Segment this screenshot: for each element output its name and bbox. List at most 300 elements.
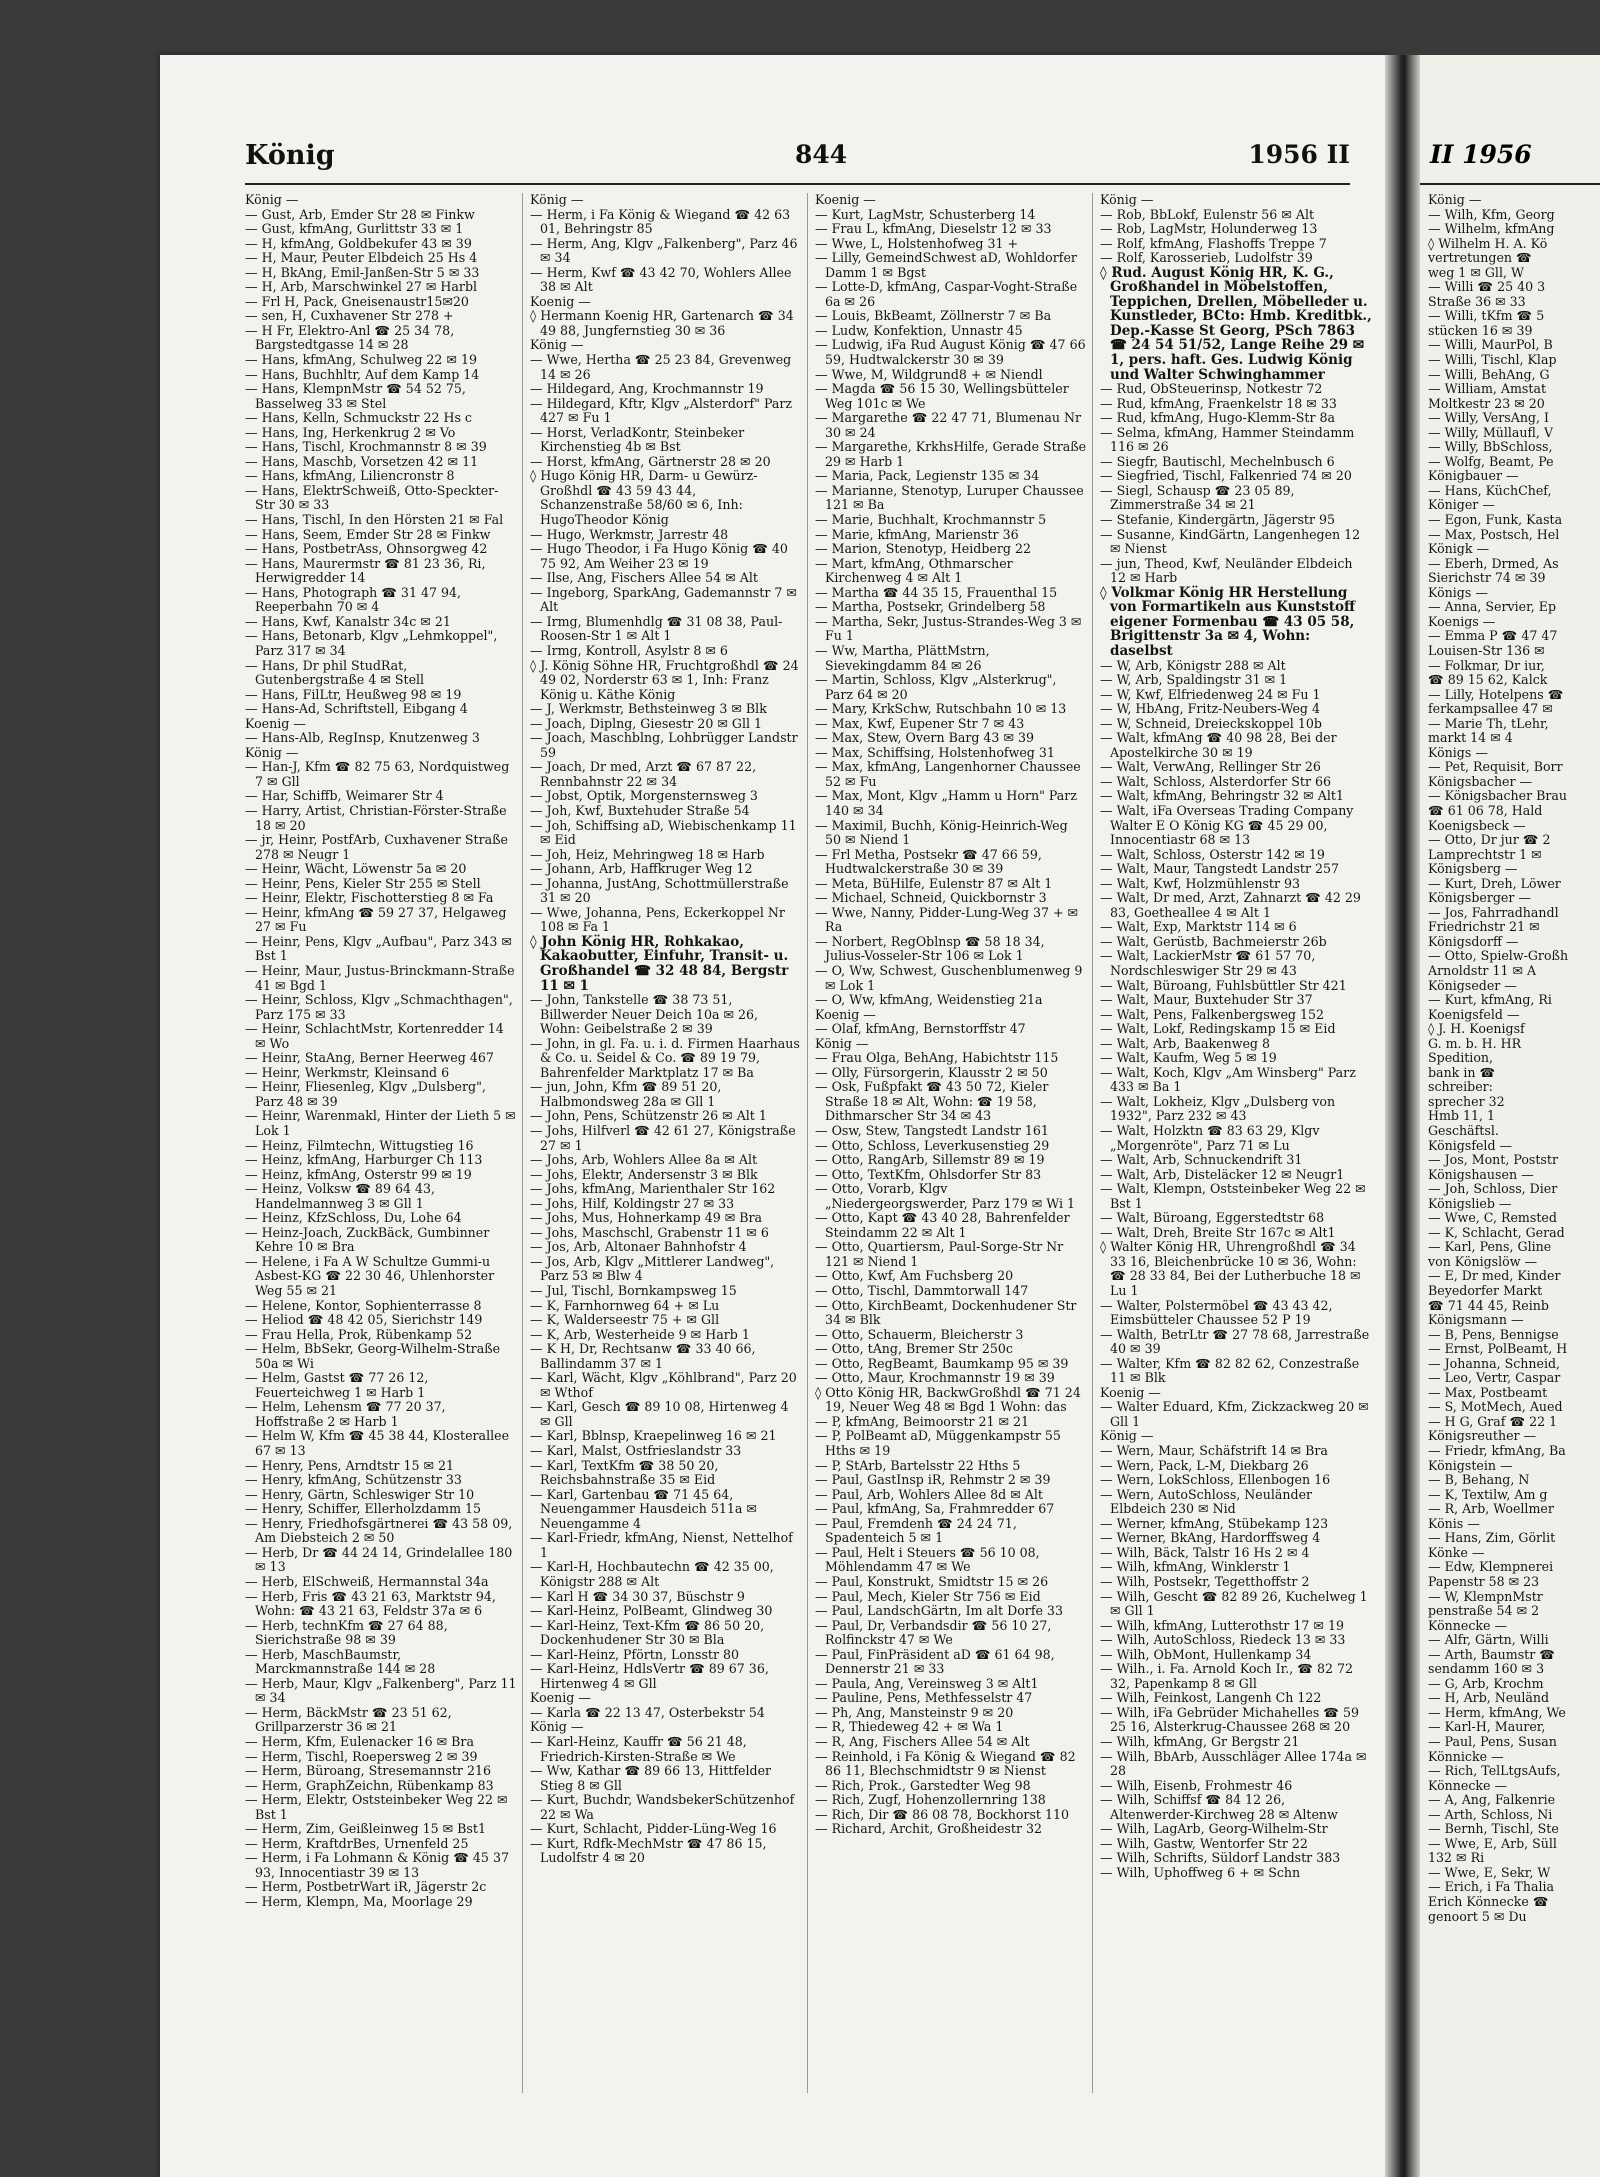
directory-entry: — Ludw, Konfektion, Unnastr 45	[815, 322, 1023, 338]
directory-entry: — Wern, Maur, Schäfstrift 14 ✉ Bra	[1100, 1443, 1328, 1459]
directory-entry: — P, PolBeamt aD, Müggenkampstr 55 Hths ✉ 19	[815, 1428, 1061, 1459]
directory-entry: — Reinhold, i Fa König & Wiegand ☎ 82 86 11, Blechschmidtstr 9 ✉ Nienst	[815, 1748, 1076, 1779]
directory-entry: Koenig —	[815, 1006, 876, 1022]
directory-entry: — Walt, Kaufm, Weg 5 ✉ 19	[1100, 1050, 1277, 1066]
column-divider	[1092, 193, 1093, 2093]
directory-entry: König —	[1100, 193, 1154, 207]
directory-entry: — Frau L, kfmAng, Dieselstr 12 ✉ 33	[815, 221, 1052, 237]
directory-entry: — Jos, Arb, Altonaer Bahnhofstr 4	[530, 1239, 747, 1255]
directory-entry: — Otto, Schloss, Leverkusenstieg 29	[815, 1137, 1050, 1153]
directory-entry: — Henry, Schiffer, Ellerholzdamm 15	[245, 1501, 482, 1517]
directory-entry: — Gust, Arb, Emder Str 28 ✉ Finkw	[245, 206, 475, 222]
directory-entry: — Frau Hella, Prok, Rübenkamp 52	[245, 1326, 473, 1342]
next-page-entry: penstraße 54 ✉ 2	[1428, 1603, 1540, 1619]
next-page-entry: — B, Behang, N	[1428, 1472, 1530, 1488]
directory-entry: — John, Tankstelle ☎ 38 73 51, Billwerder Neuer Deich 10a ✉ 26, Wohn: Geibelstraße 2 ✉ 39	[530, 992, 759, 1037]
next-page-entry: Königshausen —	[1428, 1166, 1534, 1182]
directory-entry: — Walth, BetrLtr ☎ 27 78 68, Jarrestraße 40 ✉ 39	[1100, 1326, 1370, 1357]
directory-entry: — Kurt, Schlacht, Pidder-Lüng-Weg 16	[530, 1821, 777, 1837]
directory-entry: — P, kfmAng, Beimoorstr 21 ✉ 21	[815, 1413, 1030, 1429]
directory-entry: — Walt, Arb, Baakenweg 8	[1100, 1035, 1271, 1051]
directory-entry: — Maximil, Buchh, König-Heinrich-Weg 50 ✉ Niend 1	[815, 817, 1068, 848]
directory-entry: — Walt, Dr med, Arzt, Zahnarzt ☎ 42 29 83, Goetheallee 4 ✉ Alt 1	[1100, 890, 1361, 920]
directory-entry: — Paul, Dr, Verbandsdir ☎ 56 10 27, Rolfinckstr 47 ✉ We	[815, 1617, 1052, 1648]
directory-entry: — Rich, Prok., Garstedter Weg 98	[815, 1777, 1031, 1793]
directory-entry: — R, Thiedeweg 42 + ✉ Wa 1	[815, 1719, 1004, 1735]
directory-entry: — Wwe, Nanny, Pidder-Lung-Weg 37 + ✉ Ra	[815, 904, 1079, 935]
directory-entry: ◊ Otto König HR, BackwGroßhdl ☎ 71 24 19, Neuer Weg 48 ✉ Bgd 1 Wohn: das	[815, 1384, 1081, 1415]
next-page-entry: — B, Pens, Bennigse	[1428, 1326, 1559, 1342]
next-page-entry: — Kurt, Dreh, Löwer	[1428, 875, 1561, 891]
next-page-entry: Arnoldstr 11 ✉ A	[1428, 962, 1537, 978]
directory-entry: — Otto, TextKfm, Ohlsdorfer Str 83	[815, 1166, 1042, 1182]
directory-entry: König —	[815, 1035, 869, 1051]
directory-entry: — W, Schneid, Dreieckskoppel 10b	[1100, 715, 1322, 731]
directory-entry: — O, Ww, Schwest, Guschenblumenweg 9 ✉ Lok 1	[815, 962, 1083, 993]
next-page-entry: Königsbacher —	[1428, 773, 1533, 789]
directory-entry: — Richard, Archit, Großheidestr 32	[815, 1821, 1042, 1837]
directory-entry: — Hans, Betonarb, Klgv „Lehmkoppel", Parz 317 ✉ 34	[245, 628, 498, 658]
directory-entry: — Hans, Kwf, Kanalstr 34c ✉ 21	[245, 613, 451, 629]
directory-entry: — Frl H, Pack, Gneisenaustr15✉20	[245, 293, 469, 309]
directory-entry: Koenig —	[530, 293, 591, 309]
next-page-entry: Hmb 11, 1	[1428, 1108, 1496, 1124]
next-page-entry: Könis —	[1428, 1515, 1480, 1531]
directory-entry: — Har, Schiffb, Weimarer Str 4	[245, 788, 444, 804]
directory-entry: — Marie, Buchhalt, Krochmannstr 5	[815, 512, 1047, 528]
directory-entry: — Heinr, SchlachtMstr, Kortenredder 14 ✉ Wo	[245, 1021, 504, 1051]
directory-entry: König —	[245, 744, 299, 760]
next-page-entry: — Hans, KüchChef,	[1428, 482, 1552, 498]
next-page-entry: Könnecke —	[1428, 1777, 1508, 1793]
directory-entry: — Ww, Martha, PlättMstrn, Sievekingdamm 84 ✉ 26	[815, 642, 990, 673]
directory-entry: — R, Ang, Fischers Allee 54 ✉ Alt	[815, 1733, 1030, 1749]
directory-entry: — Heinz, Filmtechn, Wittugstieg 16	[245, 1137, 474, 1153]
next-page-entry: Königbauer —	[1428, 468, 1519, 484]
next-page-entry: ◊ J. H. Koenigsf	[1428, 1021, 1525, 1037]
next-page-entry: — Herm, kfmAng, We	[1428, 1704, 1566, 1720]
next-page-entry: Königsdorff —	[1428, 933, 1519, 949]
directory-entry: — H, Arb, Marschwinkel 27 ✉ Harbl	[245, 279, 478, 295]
directory-entry: — Ingeborg, SparkAng, Gademannstr 7 ✉ Alt	[530, 584, 797, 615]
directory-entry: — Johann, Arb, Haffkruger Weg 12	[530, 861, 753, 877]
next-page-entry: weg 1 ✉ Gll, W	[1428, 264, 1524, 280]
directory-entry: — Hans, Kelln, Schmuckstr 22 Hs c	[245, 410, 472, 426]
directory-entry: — Walt, Holzktn ☎ 83 63 29, Klgv „Morgenröte", Parz 71 ✉ Lu	[1100, 1123, 1320, 1153]
next-page-entry: Sierichstr 74 ✉ 39	[1428, 570, 1546, 586]
column-2	[530, 193, 802, 2093]
next-page-entry: Geschäftsl.	[1428, 1123, 1499, 1138]
directory-entry: — Heinz, Volksw ☎ 89 64 43, Handelmannweg 3 ✉ Gll 1	[245, 1181, 436, 1211]
directory-entry: — Otto, Maur, Krochmannstr 19 ✉ 39	[815, 1370, 1055, 1386]
directory-entry: — Kurt, Buchdr, WandsbekerSchützenhof 22 ✉ Wa	[530, 1792, 795, 1822]
directory-entry: — Marion, Stenotyp, Heidberg 22	[815, 541, 1031, 557]
directory-entry: — Otto, RegBeamt, Baumkamp 95 ✉ 39	[815, 1355, 1069, 1371]
directory-entry: — Wilh, Schiffsf ☎ 84 12 26, Altenwerder-Kirchweg 28 ✉ Altenw	[1100, 1792, 1338, 1822]
next-page-entry: Königer —	[1428, 497, 1495, 513]
next-page-entry: stücken 16 ✉ 39	[1428, 322, 1533, 338]
directory-entry: — Wwe, Hertha ☎ 25 23 84, Grevenweg 14 ✉ 26	[530, 352, 792, 382]
directory-entry: — Herb, technKfm ☎ 27 64 88, Sierichstraße 98 ✉ 39	[245, 1617, 448, 1648]
directory-entry: — Wwe, M, Wildgrund8 + ✉ Niendl	[815, 366, 1043, 382]
next-page-entry: — Wilhelm, kfmAng	[1428, 221, 1555, 237]
next-page-entry: — William, Amstat	[1428, 381, 1547, 397]
directory-entry: — Hildegard, Ang, Krochmannstr 19	[530, 381, 764, 397]
page-header	[245, 140, 1350, 180]
next-page-entry: — Max, Postbeamt	[1428, 1384, 1548, 1400]
next-page-entry: — Kurt, kfmAng, Ri	[1428, 992, 1552, 1008]
directory-entry: — Wilh., i. Fa. Arnold Koch Ir., ☎ 82 72 32, Papenkamp 8 ✉ Gll	[1100, 1661, 1354, 1691]
directory-entry: ◊ Volkmar König HR Herstellung von Formartikeln aus Kunststoff eigener Formenbau ☎ 43 05 58, Brigittenstr 3a ✉ 4, Wohn: daselbst	[1100, 584, 1356, 659]
directory-entry: König —	[530, 193, 584, 207]
next-page-entry: — Willi ☎ 25 40 3	[1428, 279, 1546, 295]
directory-entry: — Max, Mont, Klgv „Hamm u Horn" Parz 140 ✉ 34	[815, 788, 1077, 818]
next-page-entry: Papenstr 58 ✉ 23	[1428, 1573, 1540, 1589]
directory-entry: — Heinz-Joach, ZuckBäck, Gumbinner Kehre 10 ✉ Bra	[245, 1224, 490, 1255]
next-page-lines	[1428, 193, 1600, 1924]
directory-entry: — Maria, Pack, Legienstr 135 ✉ 34	[815, 468, 1040, 484]
next-page-entry: Moltkestr 23 ✉ 20	[1428, 395, 1545, 411]
directory-entry: — Paul, GastInsp iR, Rehmstr 2 ✉ 39	[815, 1472, 1051, 1488]
directory-entry: — Hans, Tischl, In den Hörsten 21 ✉ Fal	[245, 512, 504, 528]
directory-entry: — H, Maur, Peuter Elbdeich 25 Hs 4	[245, 250, 478, 266]
directory-entry: — Meta, BüHilfe, Eulenstr 87 ✉ Alt 1	[815, 875, 1053, 891]
directory-entry: — Heinz, kfmAng, Harburger Ch 113	[245, 1152, 483, 1168]
directory-entry: — Henry, Friedhofsgärtnerei ☎ 43 58 09, Am Diebsteich 2 ✉ 50	[245, 1515, 513, 1546]
next-page-entry: — Folkmar, Dr iur,	[1428, 657, 1545, 673]
directory-entry: — Ludwig, iFa Rud August König ☎ 47 66 59, Hudtwalckerstr 30 ✉ 39	[815, 337, 1086, 368]
next-page-entry: — Wilh, Kfm, Georg	[1428, 206, 1555, 222]
directory-entry: — Karl, TextKfm ☎ 38 50 20, Reichsbahnstraße 35 ✉ Eid	[530, 1457, 719, 1488]
directory-entry: — Heinr, kfmAng ☎ 59 27 37, Helgaweg 27 ✉ Fu	[245, 904, 507, 935]
directory-entry: — Hugo Theodor, i Fa Hugo König ☎ 40 75 92, Am Weiher 23 ✉ 19	[530, 541, 788, 571]
next-page-entry: — Erich, i Fa Thalia	[1428, 1879, 1555, 1895]
directory-entry: — Martha, Postsekr, Grindelberg 58	[815, 599, 1046, 615]
directory-entry: — Louis, BkBeamt, Zöllnerstr 7 ✉ Ba	[815, 308, 1052, 324]
next-page-entry: — K, Schlacht, Gerad	[1428, 1224, 1565, 1240]
directory-entry: — Walter Eduard, Kfm, Zickzackweg 20 ✉ Gll 1	[1100, 1399, 1369, 1429]
directory-entry: — Herb, MaschBaumstr, Marckmannstraße 144 ✉ 28	[245, 1646, 436, 1677]
directory-entry: ◊ Hugo König HR, Darm- u Gewürz-Großhdl ☎ 43 59 43 44, Schanzenstraße 58/60 ✉ 6, Inh: HugoTheodor König	[530, 468, 758, 528]
next-page-entry: vertretungen ☎	[1428, 250, 1532, 266]
directory-entry: — Ww, Kathar ☎ 89 66 13, Hittfelder Stieg 8 ✉ Gll	[530, 1763, 772, 1793]
next-page-entry: genoort 5 ✉ Du	[1428, 1908, 1527, 1924]
directory-entry: — jr, Heinr, PostfArb, Cuxhavener Straße 278 ✉ Neugr 1	[245, 832, 508, 862]
next-page-entry: Lamprechtstr 1 ✉	[1428, 846, 1542, 862]
next-page-entry: ferkampsallee 47 ✉	[1428, 701, 1553, 717]
directory-entry: — jun, Theod, Kwf, Neuländer Elbdeich 12 ✉ Harb	[1100, 555, 1353, 586]
directory-entry: — Wilh, Uphoffweg 6 + ✉ Schn	[1100, 1864, 1301, 1880]
directory-entry: — Mart, kfmAng, Othmarscher Kirchenweg 4 ✉ Alt 1	[815, 555, 1013, 586]
directory-entry: — Max, Schiffsing, Holstenhofweg 31	[815, 744, 1055, 760]
directory-entry: — Osk, Fußpfakt ☎ 43 50 72, Kieler Straße 18 ✉ Alt, Wohn: ☎ 19 58, Dithmarscher Str 34 ✉ 43	[815, 1079, 1049, 1124]
next-page-fragment	[1420, 55, 1600, 2177]
next-page-entry: — Ernst, PolBeamt, H	[1428, 1341, 1568, 1357]
next-page-entry: Königsberger —	[1428, 890, 1531, 906]
directory-entry: — Martha, Sekr, Justus-Strandes-Weg 3 ✉ Fu 1	[815, 613, 1082, 644]
directory-entry: — Walt, kfmAng ☎ 40 98 28, Bei der Apostelkirche 30 ✉ 19	[1100, 730, 1337, 760]
directory-entry: — Helm, Gastst ☎ 77 26 12, Feuerteichweg 1 ✉ Harb 1	[245, 1370, 429, 1400]
directory-entry: — O, Ww, kfmAng, Weidenstieg 21a	[815, 992, 1043, 1008]
directory-entry: — Heliod ☎ 48 42 05, Sierichstr 149	[245, 1312, 483, 1328]
directory-entry: — Walt, Maur, Buxtehuder Str 37	[1100, 992, 1313, 1008]
next-page-entry: — S, MotMech, Aued	[1428, 1399, 1563, 1415]
next-page-entry: ◊ Wilhelm H. A. Kö	[1428, 235, 1548, 251]
directory-entry: — Martin, Schloss, Klgv „Alsterkrug", Parz 64 ✉ 20	[815, 672, 1057, 702]
directory-entry: — Karl-Heinz, HdlsVertr ☎ 89 67 36, Hirtenweg 4 ✉ Gll	[530, 1661, 769, 1691]
directory-entry: — Johanna, JustAng, Schottmüllerstraße 31 ✉ 20	[530, 875, 789, 906]
next-page-entry: Louisen-Str 136 ✉	[1428, 642, 1545, 658]
directory-entry: — Jobst, Optik, Morgensternsweg 3	[530, 788, 758, 804]
directory-entry: ◊ Hermann Koenig HR, Gartenarch ☎ 34 49 88, Jungfernstieg 30 ✉ 36	[530, 308, 794, 338]
next-page-entry: — Willi, Tischl, Klap	[1428, 352, 1557, 368]
directory-entry: — Herm, GraphZeichn, Rübenkamp 83	[245, 1777, 494, 1793]
directory-entry: — Herm, Kwf ☎ 43 42 70, Wohlers Allee 38 ✉ Alt	[530, 264, 792, 295]
directory-entry: — Stefanie, Kindergärtn, Jägerstr 95	[1100, 512, 1336, 528]
directory-entry: — Siegl, Schausp ☎ 23 05 89, Zimmerstraße 34 ✉ 21	[1100, 482, 1295, 513]
next-page-entry: Könnicke —	[1428, 1748, 1504, 1764]
directory-entry: — Herm, Zim, Geißleinweg 15 ✉ Bst1	[245, 1821, 486, 1837]
directory-entry: — Walt, Büroang, Eggerstedtstr 68	[1100, 1210, 1325, 1226]
directory-entry: — Olaf, kfmAng, Bernstorffstr 47	[815, 1021, 1026, 1037]
next-page-entry: Spedition,	[1428, 1050, 1494, 1066]
directory-entry: — Walt, iFa Overseas Trading Company Walter E O König KG ☎ 45 29 00, Innocentiastr 68 ✉ 13	[1100, 802, 1354, 848]
next-page-entry: sendamm 160 ✉ 3	[1428, 1661, 1545, 1677]
next-page-entry: — H G, Graf ☎ 22 1	[1428, 1413, 1558, 1429]
directory-entry: — Paula, Ang, Vereinsweg 3 ✉ Alt1	[815, 1675, 1039, 1691]
directory-entry: — Rob, LagMstr, Holunderweg 13	[1100, 221, 1318, 237]
directory-entry: — Heinz, KfzSchloss, Du, Lohe 64	[245, 1210, 462, 1226]
directory-entry: — Werner, kfmAng, Stübekamp 123	[1100, 1515, 1329, 1531]
directory-entry: — H Fr, Elektro-Anl ☎ 25 34 78, Bargstedtgasse 14 ✉ 28	[245, 322, 455, 353]
directory-entry: — Karl-Heinz, Text-Kfm ☎ 86 50 20, Dockenhudener Str 30 ✉ Bla	[530, 1617, 765, 1648]
directory-entry: — Johs, Arb, Wohlers Allee 8a ✉ Alt	[530, 1152, 758, 1168]
directory-entry: — jun, John, Kfm ☎ 89 51 20, Halbmondsweg 28a ✉ Gll 1	[530, 1079, 722, 1109]
next-page-entry: — K, Textilw, Am g	[1428, 1486, 1548, 1502]
directory-entry: — Wilh, AutoSchloss, Riedeck 13 ✉ 33	[1100, 1632, 1346, 1648]
directory-entry: — Hans, FilLtr, Heußweg 98 ✉ 19	[245, 686, 462, 702]
directory-entry: — Otto, RangArb, Sillemstr 89 ✉ 19	[815, 1152, 1045, 1168]
directory-entry: König —	[1100, 1428, 1154, 1444]
next-page-entry: — Joh, Schloss, Dier	[1428, 1181, 1558, 1197]
directory-entry: — Walt, Gerüstb, Bachmeierstr 26b	[1100, 933, 1327, 949]
directory-entry: — Wilh, Postsekr, Tegetthoffstr 2	[1100, 1573, 1310, 1589]
directory-entry: — Hans, Photograph ☎ 31 47 94, Reeperbahn 70 ✉ 4	[245, 584, 462, 615]
directory-entry: — Werner, BkAng, Hardorffsweg 4	[1100, 1530, 1321, 1546]
directory-entry: — Hans-Alb, RegInsp, Knutzenweg 3	[245, 730, 480, 746]
directory-entry: — Lilly, GemeindSchwest aD, Wohldorfer Damm 1 ✉ Bgst	[815, 250, 1077, 280]
next-page-entry: — Willi, BehAng, G	[1428, 366, 1550, 382]
directory-entry: — Hans, Maurermstr ☎ 81 23 36, Ri, Herwigredder 14	[245, 555, 486, 586]
directory-entry: — Helene, Kontor, Sophienterrasse 8	[245, 1297, 482, 1313]
directory-entry: — Herm, KraftdrBes, Urnenfeld 25	[245, 1835, 469, 1851]
directory-entry: ◊ J. König Söhne HR, Fruchtgroßhdl ☎ 24 49 02, Norderstr 63 ✉ 1, Inh: Franz König u. Käthe König	[530, 657, 799, 702]
page-title: König	[245, 140, 335, 171]
directory-entry: — Ph, Ang, Mansteinstr 9 ✉ 20	[815, 1704, 1014, 1720]
directory-entry: — Karl, Gartenbau ☎ 71 45 64, Neuengammer Hausdeich 511a ✉ Neuengamme 4	[530, 1486, 757, 1531]
directory-entry: König —	[245, 193, 299, 207]
directory-entry: — Hugo, Werkmstr, Jarrestr 48	[530, 526, 729, 542]
directory-entry: — Walt, Maur, Tangstedt Landstr 257	[1100, 861, 1340, 877]
next-page-entry: Koenigs —	[1428, 613, 1496, 629]
directory-entry: — Walt, VerwAng, Rellinger Str 26	[1100, 759, 1321, 775]
directory-entry: — Max, kfmAng, Langenhorner Chaussee 52 ✉ Fu	[815, 759, 1081, 789]
directory-entry: — Wilh, Schrifts, Süldorf Landstr 383	[1100, 1850, 1341, 1866]
directory-entry: — Rolf, Karosserieb, Ludolfstr 39	[1100, 250, 1313, 266]
directory-entry: — Paul, FinPräsident aD ☎ 61 64 98, Dennerstr 21 ✉ 33	[815, 1646, 1055, 1677]
directory-entry: Koenig —	[245, 715, 306, 731]
next-page-entry: ☎ 71 44 45, Reinb	[1428, 1297, 1549, 1313]
directory-entry: — Hans-Ad, Schriftstell, Eibgang 4	[245, 701, 468, 717]
directory-entry: — Otto, Kapt ☎ 43 40 28, Bahrenfelder Steindamm 22 ✉ Alt 1	[815, 1210, 1070, 1240]
directory-entry: — Margarethe ☎ 22 47 71, Blumenau Nr 30 ✉ 24	[815, 410, 1082, 440]
directory-entry: — Walt, Exp, Marktstr 114 ✉ 6	[1100, 919, 1297, 935]
directory-entry: — Karl, Wächt, Klgv „Köhlbrand", Parz 20 ✉ Wthof	[530, 1370, 797, 1400]
directory-entry: — K, Walderseestr 75 + ✉ Gll	[530, 1312, 720, 1328]
directory-entry: — Otto, Vorarb, Klgv „Niedergeorgswerder, Parz 179 ✉ Wi 1	[815, 1181, 1076, 1211]
directory-entry: — Max, Kwf, Eupener Str 7 ✉ 43	[815, 715, 1025, 731]
next-page-entry: — Wolfg, Beamt, Pe	[1428, 453, 1554, 469]
column-3	[815, 193, 1087, 2093]
next-page-entry: — Marie Th, tLehr,	[1428, 715, 1549, 731]
directory-entry: — Marie, kfmAng, Marienstr 36	[815, 526, 1019, 542]
directory-entry: — Paul, LandschGärtn, Im alt Dorfe 33	[815, 1603, 1063, 1619]
next-page-entry: — Emma P ☎ 47 47	[1428, 628, 1558, 644]
directory-entry: — K, Farnhornweg 64 + ✉ Lu	[530, 1297, 720, 1313]
next-page-entry: — Wwe, C, Remsted	[1428, 1210, 1557, 1226]
next-page-entry: Königstein —	[1428, 1457, 1513, 1473]
next-page-entry: — R, Arb, Woellmer	[1428, 1501, 1554, 1517]
next-page-entry: — Hans, Zim, Görlit	[1428, 1530, 1556, 1546]
directory-entry: — Otto, Kwf, Am Fuchsberg 20	[815, 1268, 1014, 1284]
directory-entry: — Horst, kfmAng, Gärtnerstr 28 ✉ 20	[530, 453, 771, 469]
directory-entry: — Herm, i Fa König & Wiegand ☎ 42 63 01, Behringstr 85	[530, 206, 791, 237]
directory-entry: — Hans, KlempnMstr ☎ 54 52 75, Basselweg 33 ✉ Stel	[245, 381, 466, 411]
directory-entry: — Rud, kfmAng, Hugo-Klemm-Str 8a	[1100, 410, 1336, 426]
directory-entry: — Karl-Friedr, kfmAng, Nienst, Nettelhof 1	[530, 1530, 793, 1560]
column-divider	[807, 193, 808, 2093]
next-page-entry: — Lilly, Hotelpens ☎	[1428, 686, 1564, 702]
directory-entry: — Rob, BbLokf, Eulenstr 56 ✉ Alt	[1100, 206, 1315, 222]
directory-entry: — Herm, Ang, Klgv „Falkenberg", Parz 46 ✉ 34	[530, 235, 798, 266]
directory-entry: — Lotte-D, kfmAng, Caspar-Voght-Straße 6a ✉ 26	[815, 279, 1078, 309]
directory-entry: — Johs, Elektr, Andersenstr 3 ✉ Blk	[530, 1166, 758, 1182]
directory-entry: — Walt, Pens, Falkenbergsweg 152	[1100, 1006, 1324, 1022]
next-page-entry: — Alfr, Gärtn, Willi	[1428, 1632, 1549, 1648]
directory-entry: ◊ John König HR, Rohkakao, Kakaobutter, Einfuhr, Transit- u. Großhandel ☎ 32 48 84, Bergstr 11 ✉ 1	[530, 933, 789, 994]
directory-entry: — Heinz, kfmAng, Osterstr 99 ✉ 19	[245, 1166, 472, 1182]
directory-entry: — Wwe, L, Holstenhofweg 31 +	[815, 235, 1019, 251]
directory-entry: — P, StArb, Bartelsstr 22 Hths 5	[815, 1457, 1021, 1473]
book-gutter	[1385, 55, 1420, 2177]
next-page-rule	[1420, 183, 1600, 185]
next-page-entry: Königk —	[1428, 541, 1490, 557]
next-page-entry: ☎ 89 15 62, Kalck	[1428, 672, 1548, 688]
directory-entry: — Hildegard, Kftr, Klgv „Alsterdorf" Parz 427 ✉ Fu 1	[530, 395, 793, 426]
directory-entry: — Walt, Büroang, Fuhlsbüttler Str 421	[1100, 977, 1347, 993]
directory-entry: — Selma, kfmAng, Hammer Steindamm 116 ✉ 26	[1100, 424, 1355, 455]
directory-entry: — Jos, Arb, Klgv „Mittlerer Landweg", Parz 53 ✉ Blw 4	[530, 1253, 775, 1284]
next-page-entry: — Wwe, E, Arb, Süll	[1428, 1835, 1557, 1851]
next-page-entry: Königsfeld —	[1428, 1137, 1513, 1153]
next-page-entry: — Friedr, kfmAng, Ba	[1428, 1443, 1566, 1459]
directory-entry: — Walt, Arb, Disteläcker 12 ✉ Neugr1	[1100, 1166, 1345, 1182]
directory-entry: — Hans, Maschb, Vorsetzen 42 ✉ 11	[245, 453, 479, 469]
directory-entry: — Walt, Klempn, Oststeinbeker Weg 22 ✉ Bst 1	[1100, 1181, 1366, 1211]
next-page-entry: Königs —	[1428, 744, 1488, 760]
directory-entry: ◊ Rud. August König HR, K. G., Großhandel in Möbelstoffen, Teppichen, Drellen, Möbelleder u. Kunstleder, BCto: Hmb. Kreditbk., Dep.-Kasse St Georg, PSch 7863 ☎ 24 54 51/52, Lange Reihe 29 ✉ 1, pers. haft. Ges. Ludwig König und Walter Schwinghammer	[1100, 264, 1372, 383]
directory-entry: — Henry, Pens, Arndtstr 15 ✉ 21	[245, 1457, 455, 1473]
directory-entry: — Hans, PostbetrAss, Ohnsorgweg 42	[245, 541, 488, 557]
directory-entry: — Wilh, kfmAng, Gr Bergstr 21	[1100, 1733, 1300, 1749]
directory-entry: — Wilh, iFa Gebrüder Michahelles ☎ 59 25 16, Alsterkrug-Chaussee 268 ✉ 20	[1100, 1704, 1360, 1735]
next-page-entry: Beyedorfer Markt	[1428, 1283, 1543, 1299]
directory-entry: König —	[530, 337, 584, 353]
directory-entry: — Herb, ElSchweiß, Hermannstal 34a	[245, 1573, 489, 1589]
directory-entry: — Joach, Diplng, Giesestr 20 ✉ Gll 1	[530, 715, 763, 731]
directory-entry: — Karl, Bblnsp, Kraepelinweg 16 ✉ 21	[530, 1428, 777, 1444]
directory-entry: — Kurt, Rdfk-MechMstr ☎ 47 86 15, Ludolfstr 4 ✉ 20	[530, 1835, 767, 1866]
next-page-entry: — A, Ang, Falkenrie	[1428, 1792, 1556, 1808]
directory-entry: — Heinr, Elektr, Fischotterstieg 8 ✉ Fa	[245, 890, 494, 906]
next-page-entry: G. m. b. H. HR	[1428, 1035, 1522, 1051]
next-page-entry: Erich Könnecke ☎	[1428, 1893, 1549, 1909]
directory-entry: — Wilh, Bäck, Talstr 16 Hs 2 ✉ 4	[1100, 1544, 1310, 1560]
directory-entry: — Otto, Tischl, Dammtorwall 147	[815, 1283, 1029, 1299]
next-page-entry: — Willy, VersAng, I	[1428, 410, 1549, 426]
page-number: 844	[795, 140, 848, 169]
directory-entry: — Herm, Elektr, Oststeinbeker Weg 22 ✉ Bst 1	[245, 1792, 508, 1822]
directory-entry: — Siegfried, Tischl, Falkenried 74 ✉ 20	[1100, 468, 1352, 484]
next-page-entry: — Pet, Requisit, Borr	[1428, 759, 1563, 775]
directory-entry: — Rud, ObSteuerinsp, Notkestr 72	[1100, 381, 1323, 397]
next-page-entry: 132 ✉ Ri	[1428, 1850, 1485, 1866]
directory-entry: — Walt, Lokf, Redingskamp 15 ✉ Eid	[1100, 1021, 1336, 1037]
directory-entry: — Karl H ☎ 34 30 37, Büschstr 9	[530, 1588, 745, 1604]
directory-entry: — Wilh, Eisenb, Frohmestr 46	[1100, 1777, 1293, 1793]
directory-entry: — Helene, i Fa A W Schultze Gummi-u Asbest-KG ☎ 22 30 46, Uhlenhorster Weg 55 ✉ 21	[245, 1253, 495, 1299]
column-1	[245, 193, 517, 2093]
directory-entry: — Paul, Helt i Steuers ☎ 56 10 08, Möhlendamm 47 ✉ We	[815, 1544, 1040, 1575]
directory-entry: — Walt, Lokheiz, Klgv „Dulsberg von 1932", Parz 232 ✉ 43	[1100, 1093, 1336, 1124]
directory-entry: — Johs, Hilf, Koldingstr 27 ✉ 33	[530, 1195, 735, 1211]
directory-entry: — Joh, Heiz, Mehringweg 18 ✉ Harb	[530, 846, 765, 862]
directory-entry: — Paul, Konstrukt, Smidtstr 15 ✉ 26	[815, 1573, 1049, 1589]
next-page-entry: bank in ☎	[1428, 1064, 1496, 1080]
directory-entry: — Walt, LackierMstr ☎ 61 57 70, Nordschleswiger Str 29 ✉ 43	[1100, 948, 1316, 978]
next-page-entry: Königslieb —	[1428, 1195, 1512, 1211]
next-page-entry: Friedrichstr 21 ✉	[1428, 919, 1540, 935]
directory-entry: — Wilh, BbArb, Ausschläger Allee 174a ✉ 28	[1100, 1748, 1367, 1779]
directory-entry: — Walt, Schloss, Alsterdorfer Str 66	[1100, 773, 1332, 789]
directory-entry: — Wilh, kfmAng, Winklerstr 1	[1100, 1559, 1291, 1575]
next-page-entry: — Königsbacher Brau	[1428, 788, 1568, 804]
directory-entry: — Pauline, Pens, Methfesselstr 47	[815, 1690, 1033, 1706]
next-page-entry: — Eberh, Drmed, As	[1428, 555, 1559, 571]
directory-entry: — Heinr, Schloss, Klgv „Schmachthagen", Parz 175 ✉ 33	[245, 992, 513, 1022]
next-page-entry: — G, Arb, Krochm	[1428, 1675, 1544, 1691]
directory-entry: — Hans, ElektrSchweiß, Otto-Speckter-Str 30 ✉ 33	[245, 482, 499, 513]
directory-entry: — Paul, kfmAng, Sa, Frahmredder 67	[815, 1501, 1055, 1517]
directory-entry: — Rolf, kfmAng, Flashoffs Treppe 7	[1100, 235, 1327, 251]
directory-entry: — W, Arb, Spaldingstr 31 ✉ 1	[1100, 672, 1288, 688]
directory-entry: Koenig —	[1100, 1384, 1161, 1400]
directory-entry: — Hans, Buchhltr, Auf dem Kamp 14	[245, 366, 480, 382]
directory-entry: — Henry, kfmAng, Schützenstr 33	[245, 1472, 462, 1488]
directory-entry: — Marianne, Stenotyp, Luruper Chaussee 121 ✉ Ba	[815, 482, 1084, 513]
directory-entry: — Margarethe, KrkhsHilfe, Gerade Straße 29 ✉ Harb 1	[815, 439, 1087, 469]
directory-entry: — Herb, Fris ☎ 43 21 63, Marktstr 94, Wohn: ☎ 43 21 63, Feldstr 37a ✉ 6	[245, 1588, 496, 1619]
